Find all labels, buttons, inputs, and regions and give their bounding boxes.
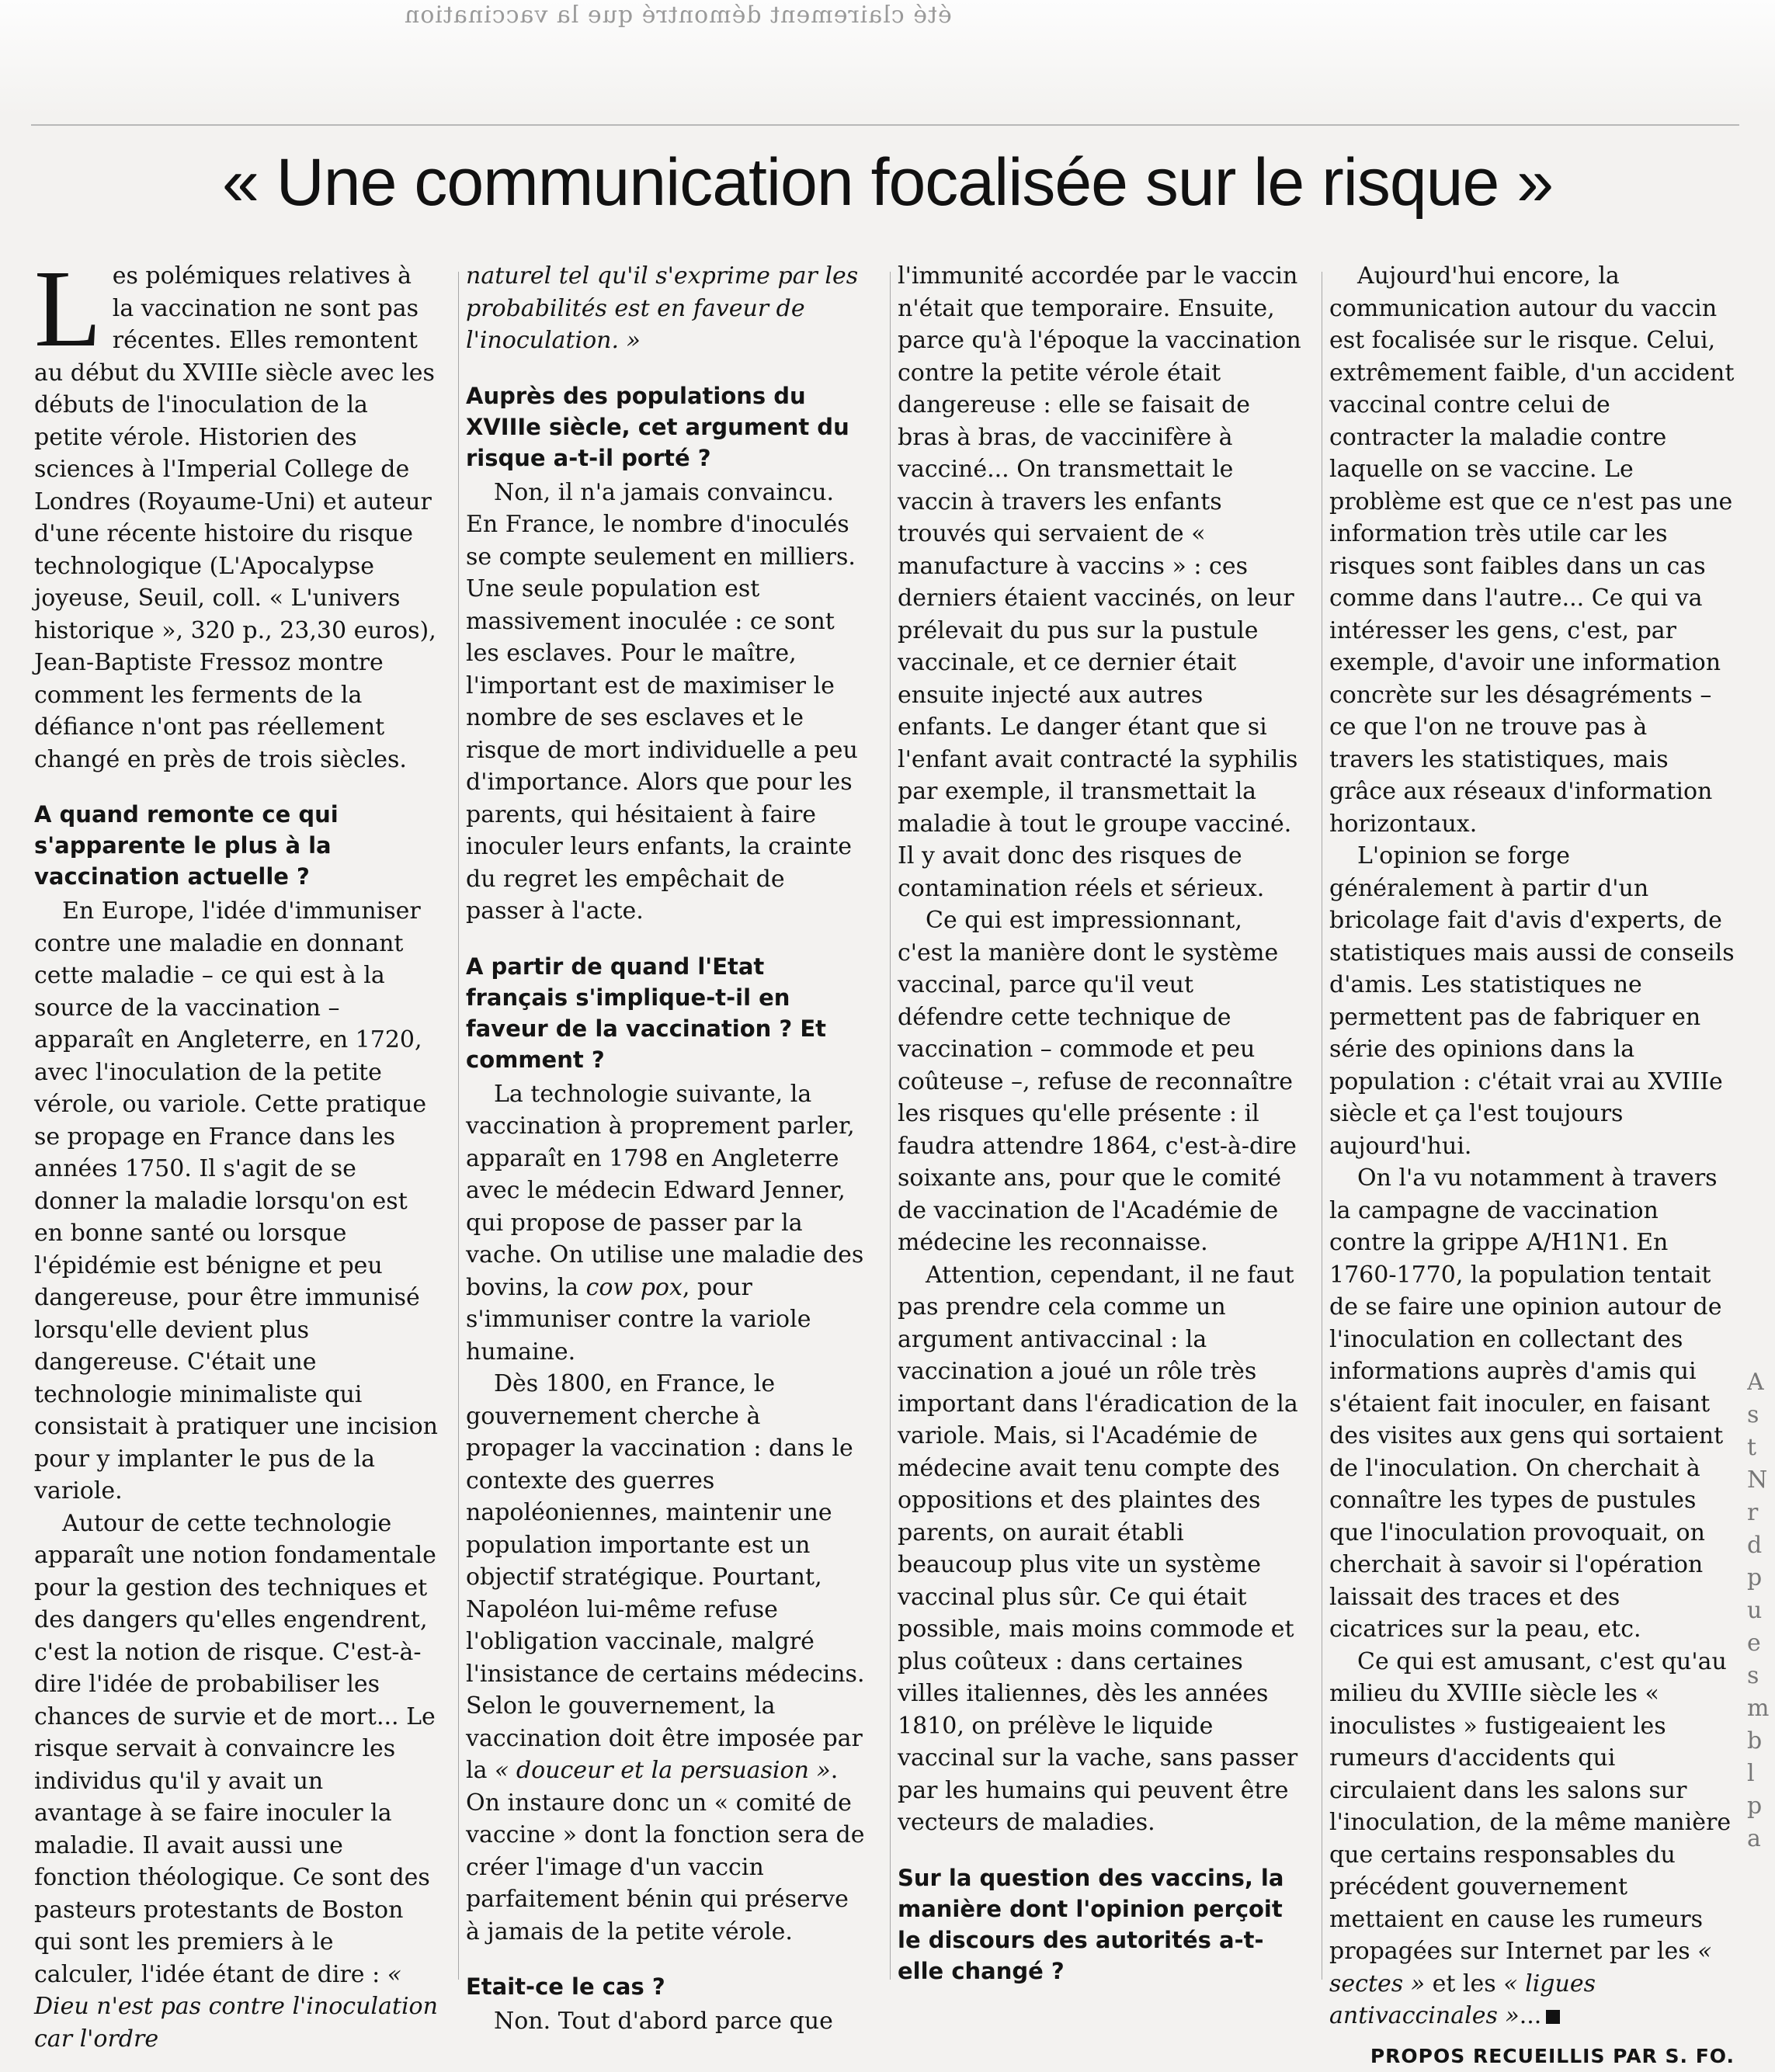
column-rule [890,272,891,1980]
column-rule [458,272,459,1980]
column-3 [898,260,1301,1990]
italic-quote: « douceur et la persuasion » [495,1757,831,1784]
paragraph-text: ... [1520,2002,1542,2029]
drop-cap: L [34,262,102,355]
column-1 [34,260,438,2055]
signature: PROPOS RECUEILLIS PAR S. FO. [1329,2040,1735,2072]
answer-paragraph: Non. Tout d'abord parce que [466,2005,870,2038]
answer-paragraph: Attention, cependant, il ne faut pas prendre cela comme un argument antivaccinal : la vaccination a joué un rôle très important dans l'éradication de la variole. Mais, si l'Académie de médecine avait tenu compte des oppositions et des plaintes des parents, on aurait établi beaucoup plus vite un système vaccinal plus sûr. Ce qui était possible, mais moins commode et plus coûteux : dans certaines villes italiennes, dès les années 1810, on prélève le liquide vaccinal sur la vache, sans passer par les humains qui peuvent être vecteurs de maladies. [898,1259,1301,1839]
paragraph-text: Ce qui est amusant, c'est qu'au milieu du XVIIIe siècle les « inoculistes » fustigeaient les rumeurs d'accidents qui circulaient dans les salons sur l'inoculation, de la même manière que certains responsables du précédent gouvernement mettaient en cause les rumeurs propagées sur Internet par les [1329,1648,1731,1966]
answer-paragraph [1329,1646,1735,2032]
answer-paragraph [466,1078,870,1369]
italic-quote: « ligues antivaccinales » [1329,1970,1596,2030]
paragraph-text: Dès 1800, en France, le gouvernement cherche à propager la vaccination : dans le contexte des guerres napoléoniennes, maintenir une population importante est un objectif stratégique. Pourtant, Napoléon lui-même refuse l'obligation vaccinale, malgré l'insistance de certains médecins. Selon le gouvernement, la vaccination doit être imposée par la [466,1370,865,1784]
answer-paragraph: En Europe, l'idée d'immuniser contre une maladie en donnant cette maladie – ce qui est à la source de la vaccination – apparaît en Angleterre, en 1720, avec l'inoculation de la petite vérole, ou variole. Cette pratique se propage en France dans les années 1750. Il s'agit de se donner la maladie lorsqu'on est en bonne santé ou lorsque l'épidémie est bénigne et peu dangereuse, pour être immunisé lorsqu'elle devient plus dangereuse. C'était une technologie minimaliste qui consistait à pratiquer une incision pour y implanter le pus de la variole. [34,895,438,1508]
answer-paragraph: Ce qui est impressionnant, c'est la manière dont le système vaccinal, parce qu'il veut défendre cette technique de vaccination – commode et peu coûteuse –, refuse de reconnaître les risques qu'elle présente : il faudra attendre 1864, c'est-à-dire soixante ans, pour que le comité de vaccination de l'Académie de médecine les reconnaisse. [898,904,1301,1259]
bleedthrough-text: été clairement démontré que la vaccination [404,2,952,29]
paragraph-text: Autour de cette technologie apparaît une notion fondamentale pour la gestion des techniques et des dangers qu'elles engendrent, c'est la notion de risque. C'est-à-dire l'idée de probabiliser les chances de survie et de mort... Le risque servait à convaincre les individus qu'il y avait un avantage à se faire inoculer la maladie. Il avait aussi une fonction théologique. Ce sont des pasteurs protestants de Boston qui sont les premiers à le calculer, l'idée étant de dire : [34,1510,436,1988]
question-heading: Etait-ce le cas ? [466,1971,870,2002]
question-heading: Auprès des populations du XVIIIe siècle, cet argument du risque a-t-il porté ? [466,380,870,474]
paragraph-text: , pour s'immuniser contre la variole humaine. [466,1274,811,1366]
italic-term: cow pox [586,1274,683,1301]
column-4 [1329,260,1735,2072]
paragraph-text: La technologie suivante, la vaccination à proprement parler, apparaît en 1798 en Angleterre avec le médecin Edward Jenner, qui propose de passer par la vache. On utilise une maladie des bovins, la [466,1081,863,1301]
paragraph-text: et les [1425,1970,1503,1997]
column-2 [466,260,870,2038]
answer-paragraph: On l'a vu notamment à travers la campagne de vaccination contre la grippe A/H1N1. En 1760-1770, la population tentait de se faire une opinion autour de l'inoculation en collectant des informations auprès d'amis qui s'étaient fait inoculer, en faisant des visites aux gens qui sortaient de l'inoculation. On cherchait à connaître les types de pustules que l'inoculation provoquait, on cherchait à savoir si l'opération laissait des traces et des cicatrices sur la peau, etc. [1329,1162,1735,1646]
italic-quote: « Dieu n'est pas contre l'inoculation car l'ordre [34,1961,438,2053]
paragraph-text: . On instaure donc un « comité de vaccine » dont la fonction sera de créer l'image d'un vaccin parfaitement bénin qui préserve à jamais de la petite vérole. [466,1757,864,1945]
answer-paragraph [34,1508,438,2056]
top-rule [31,124,1739,126]
italic-quote: naturel tel qu'il s'exprime par les probabilités est en faveur de l'inoculation. » [466,260,870,357]
question-heading: A quand remonte ce qui s'apparente le plus à la vaccination actuelle ? [34,799,438,892]
answer-paragraph: L'opinion se forge généralement à partir d'un bricolage fait d'avis d'experts, de statistiques mais aussi de conseils d'amis. Les statistiques ne permettent pas de fabriquer en série des opinions dans la population : c'était vrai au XVIIIe siècle et ça l'est toujours aujourd'hui. [1329,840,1735,1162]
headline: « Une communication focalisée sur le risque » [0,136,1775,229]
answer-paragraph: l'immunité accordée par le vaccin n'était que temporaire. Ensuite, parce qu'à l'époque la vaccination contre la petite vérole était dangereuse : elle se faisait de bras à bras, de vaccinifère à vacciné... On transmettait le vaccin à travers les enfants trouvés qui servaient de « manufacture à vaccins » : ces derniers étaient vaccinés, on leur prélevait du pus sur la pustule vaccinale, et ce dernier était ensuite injecté aux autres enfants. Le danger étant que si l'enfant avait contracté la syphilis par exemple, il transmettait la maladie à tout le groupe vacciné. Il y avait donc des risques de contamination réels et sérieux. [898,260,1301,904]
answer-paragraph: Non, il n'a jamais convaincu. En France, le nombre d'inoculés se compte seulement en milliers. Une seule population est massivement inoculée : ce sont les esclaves. Pour le maître, l'important est de maximiser le nombre de ses esclaves et le risque de mort individuelle a peu d'importance. Alors que pour les parents, qui hésitaient à faire inoculer leurs enfants, la crainte du regret les empêchait de passer à l'acte. [466,477,870,928]
question-heading: Sur la question des vaccins, la manière dont l'opinion perçoit le discours des autorités a-t-elle changé ? [898,1862,1301,1987]
end-mark-icon [1546,2010,1560,2024]
intro-paragraph: es polémiques relatives à la vaccination ne sont pas récentes. Elles remontent au début du XVIIIe siècle avec les débuts de l'inoculation de la petite vérole. Historien des sciences à l'Imperial College de Londres (Royaume-Uni) et auteur d'une récente histoire du risque technologique (L'Apocalypse joyeuse, Seuil, coll. « L'univers historique », 320 p., 23,30 euros), Jean-Baptiste Fressoz montre comment les ferments de la défiance n'ont pas réellement changé en près de trois siècles. [34,262,436,773]
italic-quote: « sectes » [1329,1938,1712,1997]
answer-paragraph: Aujourd'hui encore, la communication autour du vaccin est focalisée sur le risque. Celui, extrêmement faible, d'un accident vaccinal contre celui de contracter la maladie contre laquelle on se vaccine. Le problème est que ce n'est pas une information très utile car les risques sont faibles dans un cas comme dans l'autre... Ce qui va intéresser les gens, c'est, par exemple, d'avoir une information concrète sur les désagréments – ce que l'on ne trouve pas à travers les statistiques, mais grâce aux réseaux d'information horizontaux. [1329,260,1735,840]
adjacent-column-fragment: A s t N r d p u e s m b l p a [1747,1366,1775,1855]
question-heading: A partir de quand l'Etat français s'implique-t-il en faveur de la vaccination ? Et comment ? [466,951,870,1075]
answer-paragraph [466,1368,870,1948]
